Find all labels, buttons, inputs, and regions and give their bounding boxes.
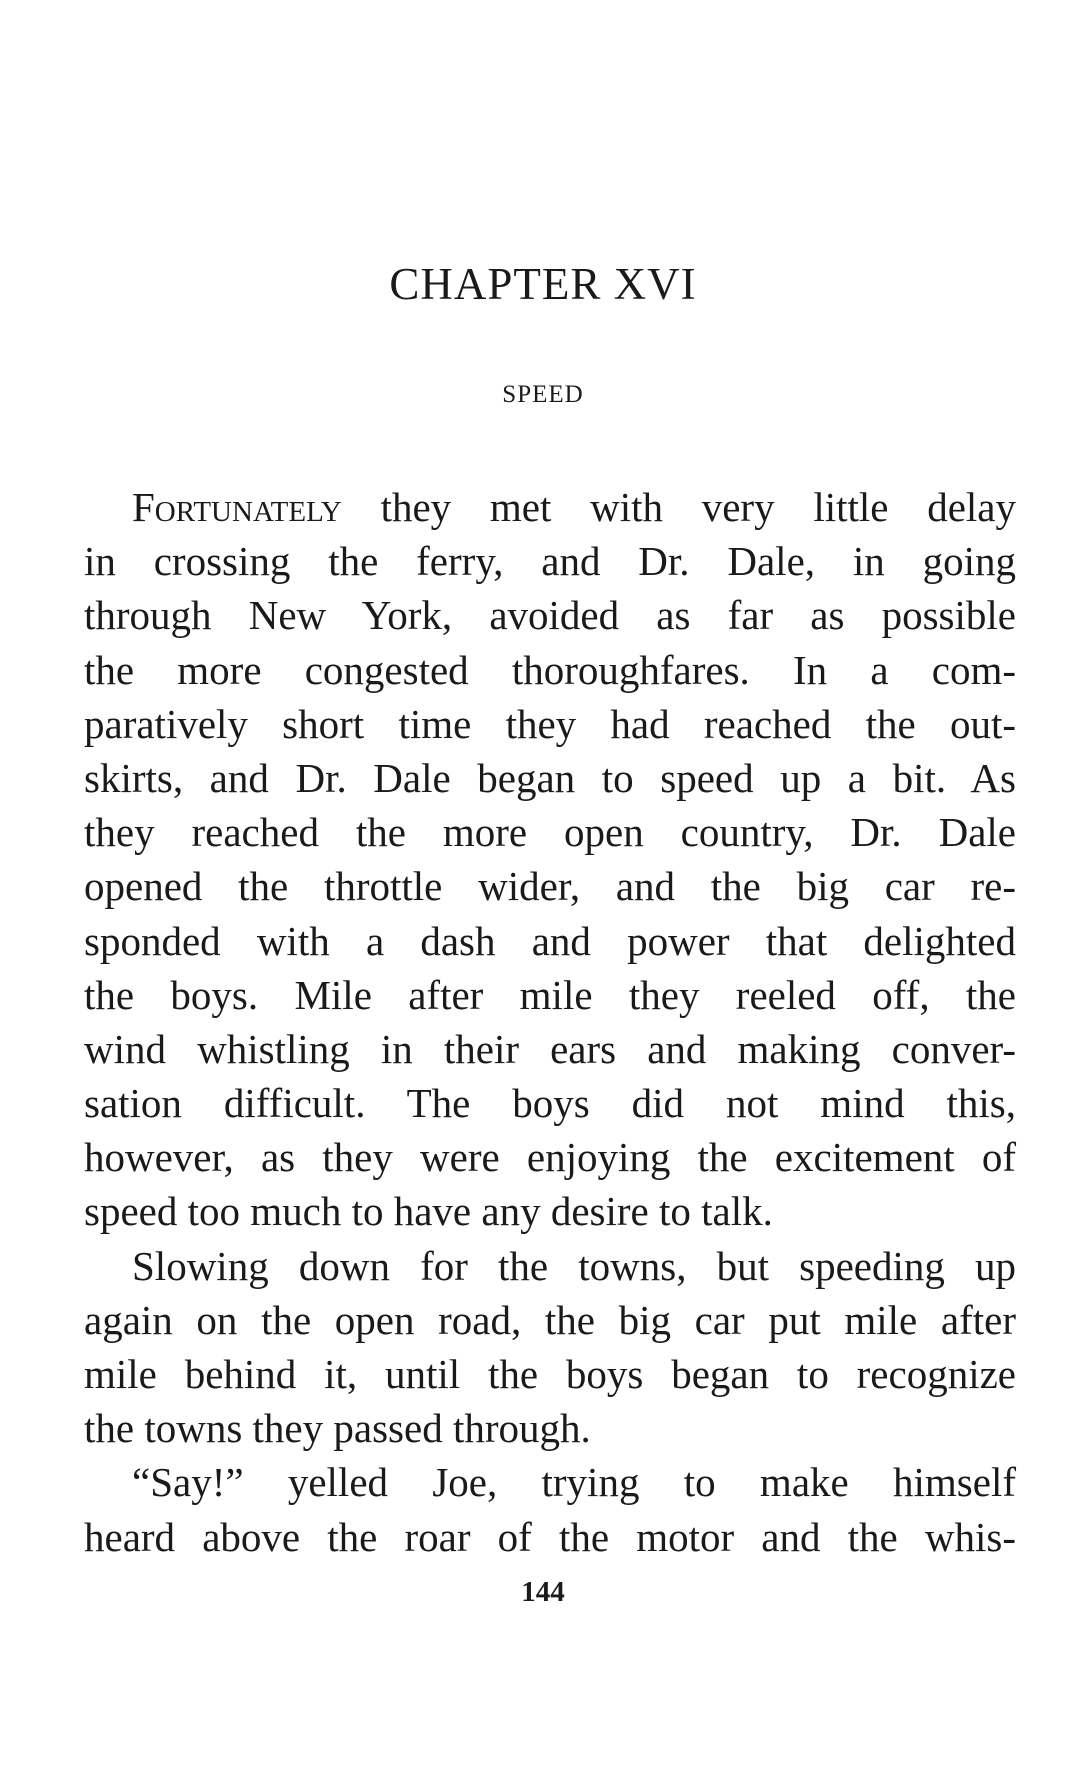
page-number: 144 (521, 1576, 565, 1608)
body-text (84, 480, 1016, 1564)
paragraph-line: sponded with a dash and power that delighted (84, 917, 1016, 964)
paragraph-line: paratively short time they had reached the out- (84, 700, 1016, 747)
paragraph-line: however, as they were enjoying the excitement of (84, 1134, 1016, 1181)
paragraph-line: opened the throttle wider, and the big car re- (84, 863, 1016, 910)
paragraph-line: again on the open road, the big car put mile after (84, 1296, 1016, 1343)
paragraph-line: the boys. Mile after mile they reeled off, the (84, 971, 1016, 1018)
paragraph-line: Slowing down for the towns, but speeding up (132, 1242, 1016, 1289)
paragraph-line: mile behind it, until the boys began to recognize (84, 1351, 1016, 1397)
paragraph-line: skirts, and Dr. Dale began to speed up a bit. As (84, 754, 1016, 801)
line-text: they met with very little delay (341, 484, 1016, 530)
paragraph-line: through New York, avoided as far as possible (84, 592, 1016, 639)
paragraph-line: the more congested thoroughfares. In a com- (84, 646, 1016, 693)
paragraph-line: sation difficult. The boys did not mind this, (84, 1080, 1016, 1127)
paragraph-line: wind whistling in their ears and making conver- (84, 1025, 1016, 1072)
paragraph-line: in crossing the ferry, and Dr. Dale, in going (84, 538, 1016, 585)
paragraph-line: “Say!” yelled Joe, trying to make himself (132, 1459, 1016, 1506)
paragraph-line (84, 480, 1016, 534)
paragraph-line: speed too much to have any desire to talk. (84, 1188, 773, 1235)
chapter-subtitle: SPEED (502, 381, 584, 408)
paragraph-line: heard above the roar of the motor and the whis- (84, 1513, 1016, 1560)
chapter-title: CHAPTER XVI (389, 259, 697, 309)
paragraph-line: they reached the more open country, Dr. Dale (84, 809, 1016, 856)
paragraph-line: the towns they passed through. (84, 1405, 591, 1452)
lead-word: Fortunately (132, 484, 342, 530)
